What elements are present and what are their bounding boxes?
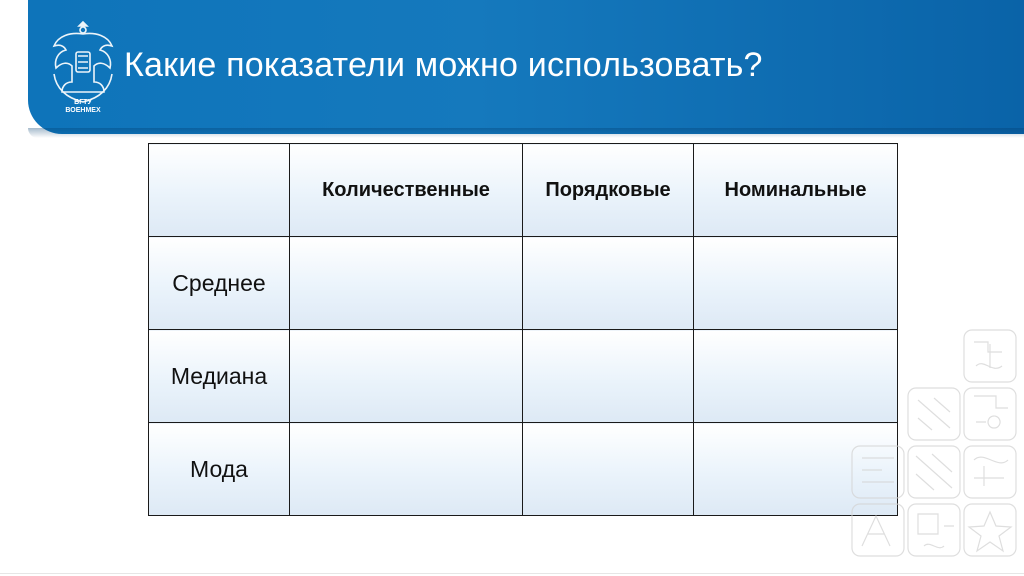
table-cell — [290, 330, 523, 423]
table-row-median — [149, 330, 898, 423]
table-cell — [523, 237, 694, 330]
logo-text-line2: ВОЕНМЕХ — [65, 107, 101, 114]
table-cell — [694, 237, 898, 330]
column-header-quantitative: Количественные — [290, 144, 523, 237]
table-corner-cell — [149, 144, 290, 237]
row-header-median: Медиана — [149, 330, 290, 423]
table-cell — [523, 330, 694, 423]
column-header-ordinal: Порядковые — [523, 144, 694, 237]
metrics-table — [148, 143, 898, 516]
university-crest-logo — [48, 16, 118, 116]
table-cell — [523, 423, 694, 516]
decorative-pattern — [834, 326, 1024, 576]
logo-text-line1: БГТУ — [74, 99, 92, 106]
table-row-mode — [149, 423, 898, 516]
row-header-mean: Среднее — [149, 237, 290, 330]
table-cell — [290, 423, 523, 516]
table-cell — [290, 237, 523, 330]
slide-title: Какие показатели можно использовать? — [124, 46, 763, 84]
column-header-nominal: Номинальные — [694, 144, 898, 237]
table-header-row — [149, 144, 898, 237]
banner-shadow — [28, 128, 1024, 138]
footer-divider — [0, 573, 1024, 574]
table-row-mean — [149, 237, 898, 330]
row-header-mode: Мода — [149, 423, 290, 516]
